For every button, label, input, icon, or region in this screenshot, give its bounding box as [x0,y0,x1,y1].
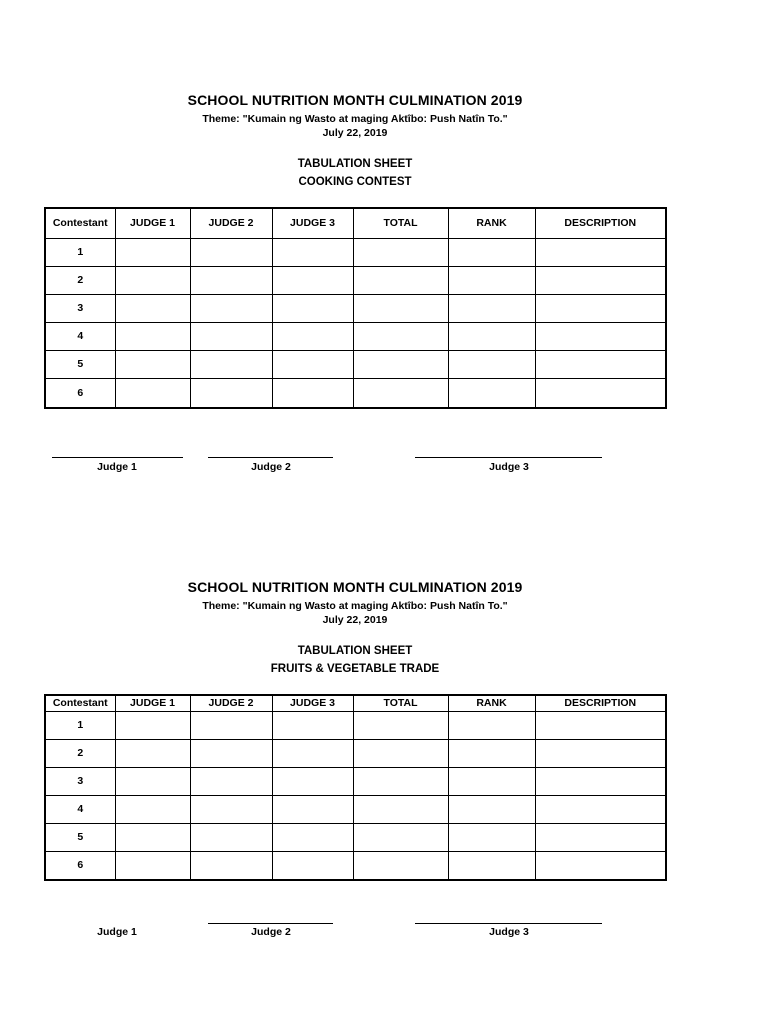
contestant-number: 1 [45,238,115,266]
score-cell[interactable] [115,378,190,408]
total-cell[interactable] [353,266,448,294]
judge-1-label: Judge 1 [97,461,137,473]
score-cell[interactable] [190,711,272,739]
contestant-number: 3 [45,767,115,795]
event-theme: Theme: "Kumain ng Wasto at maging Aktîbo: Push Natîn To." [202,113,508,125]
description-cell[interactable] [535,322,666,350]
sheet-label: TABULATION SHEET [297,158,413,170]
judge-2-signature-line[interactable] [208,457,333,458]
score-cell[interactable] [115,767,190,795]
judge-1-label: Judge 1 [97,926,137,938]
score-cell[interactable] [272,767,353,795]
contestant-number: 1 [45,711,115,739]
score-cell[interactable] [190,378,272,408]
table-row [45,322,666,350]
column-header: JUDGE 3 [272,695,353,711]
rank-cell[interactable] [448,767,535,795]
score-cell[interactable] [115,851,190,880]
description-cell[interactable] [535,767,666,795]
score-cell[interactable] [272,851,353,880]
score-cell[interactable] [272,795,353,823]
total-cell[interactable] [353,378,448,408]
total-cell[interactable] [353,851,448,880]
column-header: Contestant [45,208,115,238]
score-cell[interactable] [190,739,272,767]
judge-3-signature-line[interactable] [415,457,602,458]
score-cell[interactable] [115,795,190,823]
column-header: TOTAL [353,695,448,711]
total-cell[interactable] [353,238,448,266]
score-cell[interactable] [190,851,272,880]
contestant-number: 5 [45,350,115,378]
description-cell[interactable] [535,823,666,851]
judge-2-signature-line[interactable] [208,923,333,924]
score-cell[interactable] [190,322,272,350]
sheet-label: TABULATION SHEET [297,645,413,657]
column-header: JUDGE 1 [115,695,190,711]
table-row [45,823,666,851]
description-cell[interactable] [535,739,666,767]
contest-name: FRUITS & VEGETABLE TRADE [270,663,440,675]
table-row [45,266,666,294]
judge-3-signature-line[interactable] [415,923,602,924]
score-cell[interactable] [190,795,272,823]
total-cell[interactable] [353,294,448,322]
rank-cell[interactable] [448,266,535,294]
score-cell[interactable] [190,294,272,322]
score-cell[interactable] [272,322,353,350]
description-cell[interactable] [535,711,666,739]
judge-2-label: Judge 2 [251,461,291,473]
column-header: JUDGE 2 [190,695,272,711]
description-cell[interactable] [535,266,666,294]
description-cell[interactable] [535,294,666,322]
rank-cell[interactable] [448,378,535,408]
column-header: JUDGE 3 [272,208,353,238]
table-header-row [45,695,666,711]
score-cell[interactable] [190,350,272,378]
score-cell[interactable] [190,266,272,294]
event-date: July 22, 2019 [322,127,388,139]
total-cell[interactable] [353,767,448,795]
description-cell[interactable] [535,795,666,823]
table-row [45,739,666,767]
total-cell[interactable] [353,322,448,350]
table-row [45,711,666,739]
score-cell[interactable] [272,823,353,851]
score-cell[interactable] [190,238,272,266]
tabulation-table [44,694,667,881]
event-title: SCHOOL NUTRITION MONTH CULMINATION 2019 [187,579,523,595]
total-cell[interactable] [353,823,448,851]
event-date: July 22, 2019 [322,614,388,626]
description-cell[interactable] [535,350,666,378]
column-header: JUDGE 2 [190,208,272,238]
score-cell[interactable] [272,266,353,294]
score-cell[interactable] [115,238,190,266]
rank-cell[interactable] [448,238,535,266]
event-title: SCHOOL NUTRITION MONTH CULMINATION 2019 [187,92,523,108]
table-header-row [45,208,666,238]
total-cell[interactable] [353,711,448,739]
score-cell[interactable] [272,350,353,378]
table-row [45,851,666,880]
column-header: DESCRIPTION [535,695,666,711]
table-row [45,767,666,795]
judge-3-label: Judge 3 [489,926,529,938]
contestant-number: 4 [45,795,115,823]
rank-cell[interactable] [448,739,535,767]
rank-cell[interactable] [448,294,535,322]
judge-3-label: Judge 3 [489,461,529,473]
judge-2-label: Judge 2 [251,926,291,938]
rank-cell[interactable] [448,350,535,378]
table-row [45,350,666,378]
total-cell[interactable] [353,795,448,823]
score-cell[interactable] [115,711,190,739]
score-cell[interactable] [115,322,190,350]
score-cell[interactable] [272,238,353,266]
description-cell[interactable] [535,851,666,880]
table-row [45,238,666,266]
contestant-number: 6 [45,851,115,880]
score-cell[interactable] [115,294,190,322]
column-header: JUDGE 1 [115,208,190,238]
contestant-number: 4 [45,322,115,350]
rank-cell[interactable] [448,823,535,851]
score-cell[interactable] [272,378,353,408]
judge-1-signature-line[interactable] [52,457,183,458]
rank-cell[interactable] [448,795,535,823]
score-cell[interactable] [115,266,190,294]
contestant-number: 2 [45,266,115,294]
description-cell[interactable] [535,238,666,266]
column-header: TOTAL [353,208,448,238]
rank-cell[interactable] [448,711,535,739]
total-cell[interactable] [353,739,448,767]
column-header: RANK [448,695,535,711]
score-cell[interactable] [190,823,272,851]
score-cell[interactable] [115,739,190,767]
tabulation-table [44,207,667,409]
score-cell[interactable] [190,767,272,795]
score-cell[interactable] [115,823,190,851]
score-cell[interactable] [272,294,353,322]
contestant-number: 5 [45,823,115,851]
table-row [45,378,666,408]
column-header: RANK [448,208,535,238]
score-cell[interactable] [272,711,353,739]
column-header: DESCRIPTION [535,208,666,238]
description-cell[interactable] [535,378,666,408]
score-cell[interactable] [272,739,353,767]
contest-name: COOKING CONTEST [298,176,412,188]
contestant-number: 2 [45,739,115,767]
table-row [45,294,666,322]
event-theme: Theme: "Kumain ng Wasto at maging Aktîbo: Push Natîn To." [202,600,508,612]
rank-cell[interactable] [448,851,535,880]
table-row [45,795,666,823]
column-header: Contestant [45,695,115,711]
score-cell[interactable] [115,350,190,378]
contestant-number: 6 [45,378,115,408]
contestant-number: 3 [45,294,115,322]
total-cell[interactable] [353,350,448,378]
rank-cell[interactable] [448,322,535,350]
